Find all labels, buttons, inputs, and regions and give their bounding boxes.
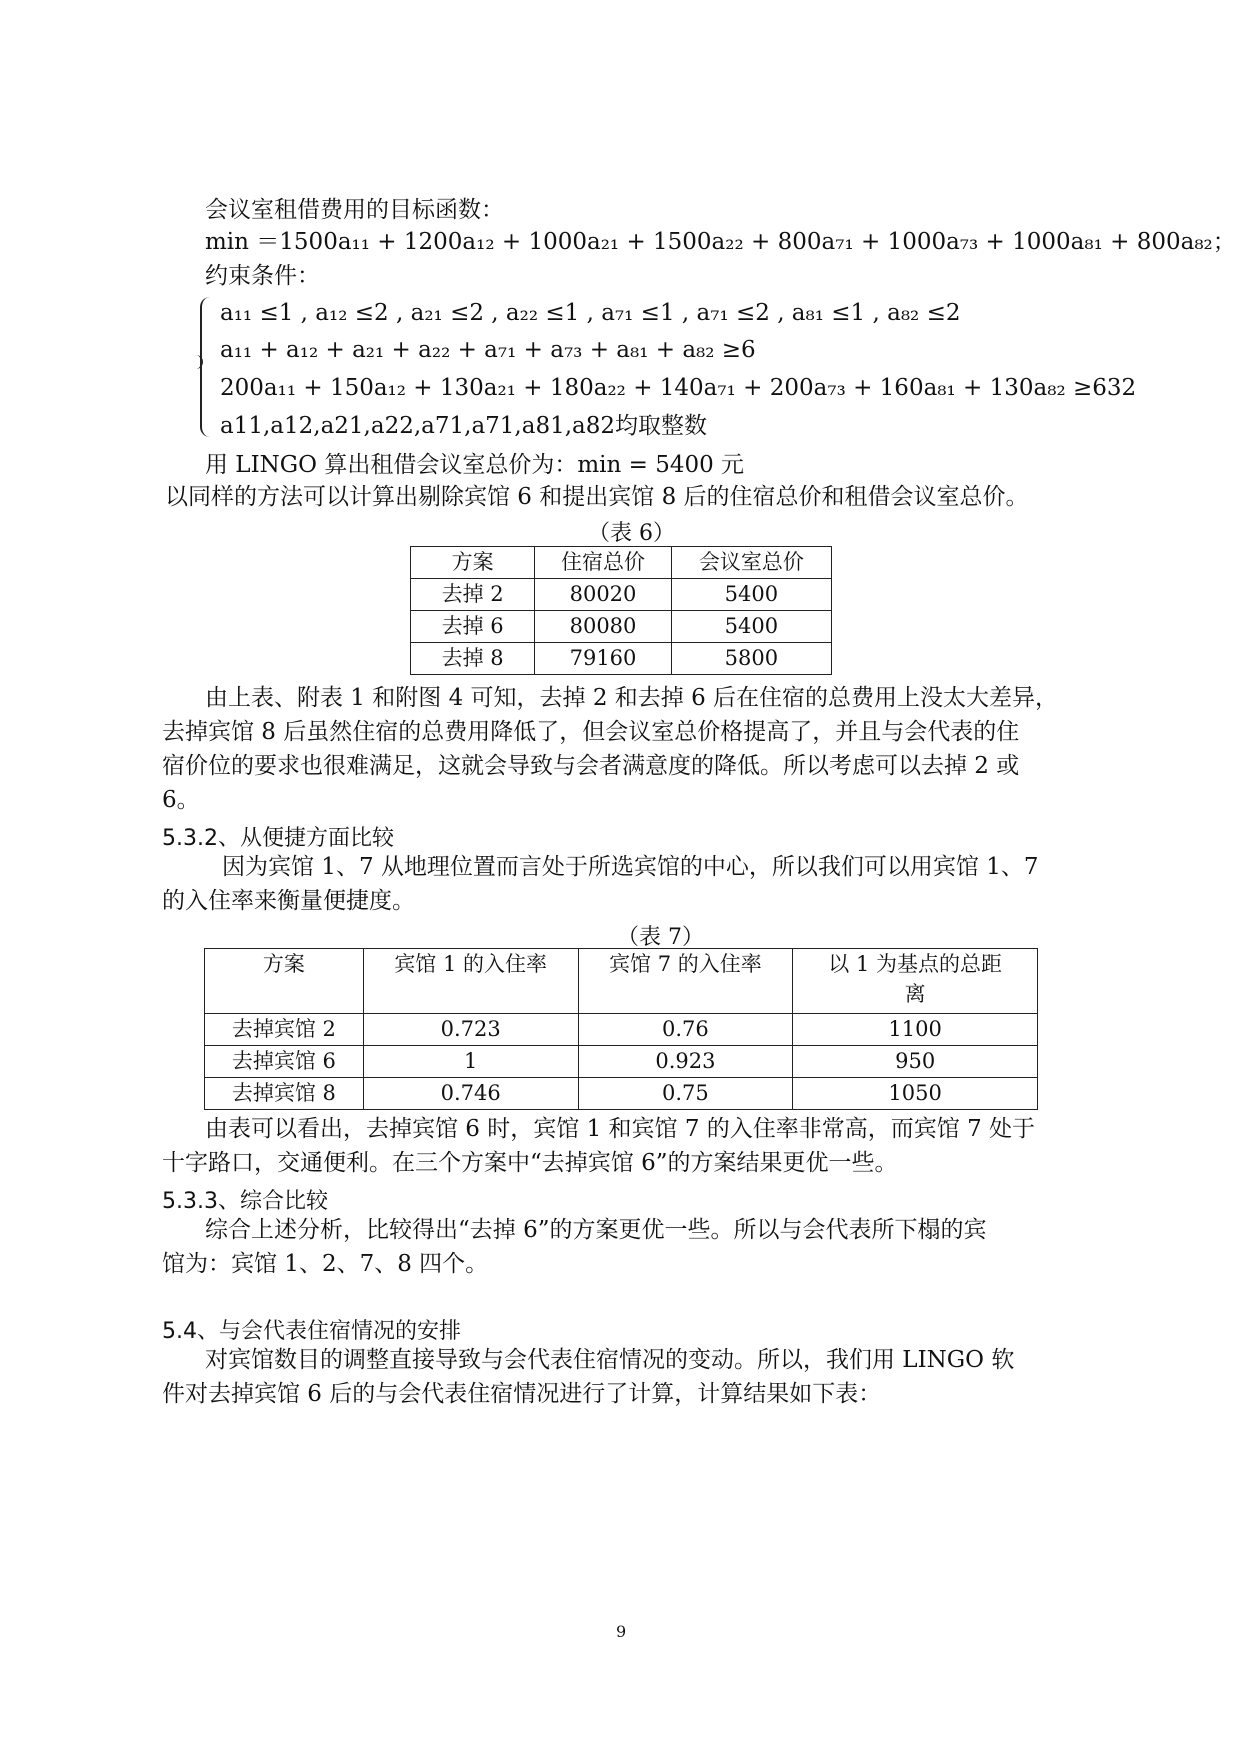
- table-header-cell: 方案: [411, 547, 535, 579]
- table-cell: 5400: [671, 611, 831, 643]
- page-number: 9: [616, 1622, 627, 1641]
- table-cell: 1: [363, 1046, 578, 1078]
- lingo-result: 用 LINGO 算出租借会议室总价为：min = 5400 元: [205, 452, 745, 478]
- table-cell: 79160: [535, 643, 672, 675]
- paragraph-line: 去掉宾馆 8 后虽然住宿的总费用降低了，但会议室总价格提高了，并且与会代表的住: [162, 719, 1020, 745]
- table-row: [205, 1078, 1038, 1110]
- table7-caption: （表 7）: [617, 925, 704, 950]
- paragraph-line: 综合上述分析，比较得出“去掉 6”的方案更优一些。所以与会代表所下榻的宾: [205, 1217, 987, 1243]
- constraint-line: a₁₁ + a₁₂ + a₂₁ + a₂₂ + a₇₁ + a₇₃ + a₈₁ + a₈₂ ≥6: [220, 337, 756, 363]
- table-row: [411, 643, 832, 675]
- paragraph-line: 由上表、附表 1 和附图 4 可知，去掉 2 和去掉 6 后在住宿的总费用上没太大差异，: [205, 685, 1059, 711]
- table-header-cell: 宾馆 1 的入住率: [363, 949, 578, 1014]
- section-heading-5-4: 5.4、与会代表住宿情况的安排: [162, 1319, 461, 1344]
- paragraph-line: 宿价位的要求也很难满足，这就会导致与会者满意度的降低。所以考虑可以去掉 2 或: [162, 753, 1020, 779]
- table6: [410, 546, 832, 675]
- table-header-row: [411, 547, 832, 579]
- same-method-paragraph: 以同样的方法可以计算出剔除宾馆 6 和提出宾馆 8 后的住宿总价和租借会议室总价。: [165, 484, 1029, 510]
- table-cell: 0.76: [578, 1014, 793, 1046]
- table-row: [205, 1046, 1038, 1078]
- constraints-title: 约束条件：: [205, 263, 320, 289]
- table-cell: 80020: [535, 579, 672, 611]
- table-cell: 0.746: [363, 1078, 578, 1110]
- table-cell: 去掉宾馆 2: [205, 1014, 364, 1046]
- table-cell: 80080: [535, 611, 672, 643]
- paragraph-line: 件对去掉宾馆 6 后的与会代表住宿情况进行了计算，计算结果如下表：: [162, 1381, 882, 1407]
- paragraph-line: 十字路口，交通便利。在三个方案中“去掉宾馆 6”的方案结果更优一些。: [162, 1150, 898, 1176]
- table-row: [205, 1014, 1038, 1046]
- paragraph-line: 6。: [162, 787, 200, 813]
- section-heading-5-3-3: 5.3.3、综合比较: [162, 1189, 328, 1214]
- table-header-cell: [793, 949, 1038, 1014]
- table-row: [411, 611, 832, 643]
- paragraph-line: 的入住率来衡量便捷度。: [162, 888, 415, 914]
- table-header-cell: 住宿总价: [535, 547, 672, 579]
- section-heading-5-3-2: 5.3.2、从便捷方面比较: [162, 826, 394, 851]
- table-cell: 去掉宾馆 8: [205, 1078, 364, 1110]
- table-header-cell: 方案: [205, 949, 364, 1014]
- objective-function: min ＝1500a₁₁ + 1200a₁₂ + 1000a₂₁ + 1500a₂₂ + 800a₇₁ + 1000a₇₃ + 1000a₈₁ + 800a₈₂；: [205, 229, 1236, 255]
- table-cell: 0.723: [363, 1014, 578, 1046]
- constraint-brace: [200, 297, 216, 437]
- table-cell: 去掉 8: [411, 643, 535, 675]
- table-cell: 去掉 2: [411, 579, 535, 611]
- constraint-line: 200a₁₁ + 150a₁₂ + 130a₂₁ + 180a₂₂ + 140a₇₁ + 200a₇₃ + 160a₈₁ + 130a₈₂ ≥632: [220, 375, 1137, 401]
- table-header-row: [205, 949, 1038, 1014]
- table-row: [411, 579, 832, 611]
- table-cell: 1100: [793, 1014, 1038, 1046]
- paragraph-line: 由表可以看出，去掉宾馆 6 时，宾馆 1 和宾馆 7 的入住率非常高，而宾馆 7 处于: [205, 1116, 1036, 1142]
- table-cell: 0.923: [578, 1046, 793, 1078]
- objective-title: 会议室租借费用的目标函数：: [205, 197, 504, 223]
- table7: [204, 948, 1038, 1110]
- constraint-line: a₁₁ ≤1 , a₁₂ ≤2 , a₂₁ ≤2 , a₂₂ ≤1 , a₇₁ ≤1 , a₇₁ ≤2 , a₈₁ ≤1 , a₈₂ ≤2: [220, 300, 961, 326]
- paragraph-line: 馆为：宾馆 1、2、7、8 四个。: [162, 1251, 489, 1277]
- table6-caption: （表 6）: [588, 521, 675, 546]
- header-line: 以 1 为基点的总距: [828, 952, 1002, 976]
- constraint-line: a11,a12,a21,a22,a71,a71,a81,a82均取整数: [220, 413, 708, 439]
- table-header-cell: 宾馆 7 的入住率: [578, 949, 793, 1014]
- table-cell: 950: [793, 1046, 1038, 1078]
- table-cell: 5800: [671, 643, 831, 675]
- table-cell: 0.75: [578, 1078, 793, 1110]
- table-cell: 1050: [793, 1078, 1038, 1110]
- table-cell: 去掉宾馆 6: [205, 1046, 364, 1078]
- table-cell: 5400: [671, 579, 831, 611]
- paragraph-line: 对宾馆数目的调整直接导致与会代表住宿情况的变动。所以，我们用 LINGO 软: [205, 1347, 1015, 1373]
- header-line: 离: [904, 982, 926, 1006]
- table-header-cell: 会议室总价: [671, 547, 831, 579]
- table-cell: 去掉 6: [411, 611, 535, 643]
- paragraph-line: 因为宾馆 1、7 从地理位置而言处于所选宾馆的中心，所以我们可以用宾馆 1、7: [222, 854, 1039, 880]
